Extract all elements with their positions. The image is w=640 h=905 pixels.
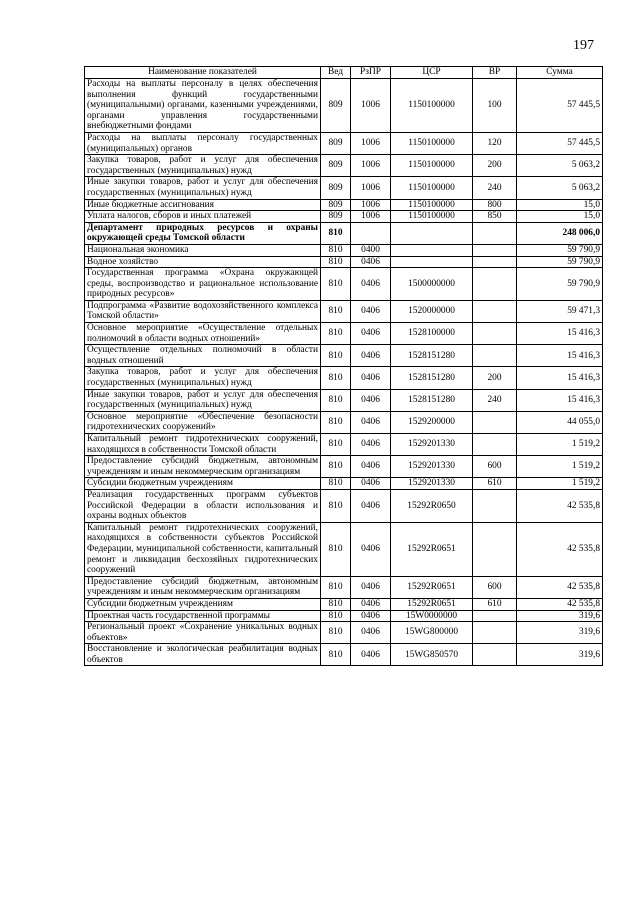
table-row (85, 211, 603, 223)
cell-sum: 319,6 (517, 644, 603, 666)
cell-ved: 810 (321, 598, 351, 610)
cell-rzpr: 0406 (351, 389, 391, 411)
cell-name: Капитальный ремонт гидротехнических сооружений, находящихся в собственности Томской области (85, 434, 321, 456)
table-row (85, 132, 603, 154)
cell-csr: 1150100000 (391, 199, 473, 211)
cell-vr: 850 (473, 211, 517, 223)
cell-rzpr: 0406 (351, 268, 391, 301)
cell-sum: 15 416,3 (517, 367, 603, 389)
table-row (85, 323, 603, 345)
table-header-row (85, 67, 603, 79)
cell-vr (473, 244, 517, 256)
cell-rzpr: 0406 (351, 256, 391, 268)
cell-rzpr: 0406 (351, 489, 391, 522)
cell-rzpr: 0406 (351, 411, 391, 433)
cell-name: Региональный проект «Сохранение уникальных водных объектов» (85, 622, 321, 644)
cell-name: Государственная программа «Охрана окружающей среды, воспроизводство и рациональное использование природных ресурсов» (85, 268, 321, 301)
cell-csr: 1150100000 (391, 211, 473, 223)
cell-vr: 600 (473, 456, 517, 478)
cell-rzpr: 0406 (351, 367, 391, 389)
cell-rzpr: 0400 (351, 244, 391, 256)
cell-ved: 809 (321, 132, 351, 154)
cell-sum: 1 519,2 (517, 434, 603, 456)
cell-name: Субсидии бюджетным учреждениям (85, 598, 321, 610)
cell-sum: 57 445,5 (517, 132, 603, 154)
cell-csr: 1150100000 (391, 177, 473, 199)
table-row (85, 411, 603, 433)
cell-sum: 248 006,0 (517, 222, 603, 244)
cell-name: Иные закупки товаров, работ и услуг для обеспечения государственных (муниципальных) нужд (85, 177, 321, 199)
cell-rzpr: 0406 (351, 300, 391, 322)
cell-csr: 1150100000 (391, 79, 473, 133)
cell-name: Основное мероприятие «Обеспечение безопасности гидротехнических сооружений» (85, 411, 321, 433)
cell-ved: 810 (321, 489, 351, 522)
cell-csr (391, 244, 473, 256)
table-row (85, 622, 603, 644)
cell-csr: 15292R0651 (391, 576, 473, 598)
cell-ved: 810 (321, 576, 351, 598)
budget-table (84, 66, 603, 666)
cell-name: Реализация государственных программ субъектов Российской Федерации в области использования и охраны водных объектов (85, 489, 321, 522)
cell-rzpr: 1006 (351, 177, 391, 199)
cell-vr: 610 (473, 478, 517, 490)
cell-rzpr: 0406 (351, 456, 391, 478)
cell-csr: 15WG800000 (391, 622, 473, 644)
cell-name: Капитальный ремонт гидротехнических сооружений, находящихся в собственности субъектов Российской Федерации, муниципальной собственности, капитальный ремонт и ликвидация бесхозяйных гидротехнических сооружений (85, 522, 321, 576)
cell-csr: 15292R0650 (391, 489, 473, 522)
table-row (85, 268, 603, 301)
header-name: Наименование показателей (85, 67, 321, 79)
table-row (85, 300, 603, 322)
table-row (85, 389, 603, 411)
cell-rzpr: 1006 (351, 79, 391, 133)
table-row (85, 598, 603, 610)
cell-sum: 42 535,8 (517, 522, 603, 576)
cell-vr: 100 (473, 79, 517, 133)
cell-rzpr: 0406 (351, 644, 391, 666)
cell-sum: 5 063,2 (517, 155, 603, 177)
cell-name: Расходы на выплаты персоналу в целях обеспечения выполнения функций государственными (муниципальными) органами, казенными учреждениями, органами управления государственными внебюджетными фондами (85, 79, 321, 133)
cell-sum: 59 790,9 (517, 268, 603, 301)
cell-sum: 319,6 (517, 610, 603, 622)
cell-sum: 1 519,2 (517, 478, 603, 490)
cell-name: Предоставление субсидий бюджетным, автономным учреждениям и иным некоммерческим организациям (85, 576, 321, 598)
cell-name: Национальная экономика (85, 244, 321, 256)
cell-vr (473, 522, 517, 576)
cell-vr (473, 345, 517, 367)
page-number: 197 (573, 38, 594, 53)
cell-ved: 810 (321, 256, 351, 268)
cell-csr (391, 256, 473, 268)
cell-vr (473, 323, 517, 345)
cell-ved: 810 (321, 323, 351, 345)
cell-sum: 15 416,3 (517, 323, 603, 345)
cell-sum: 319,6 (517, 622, 603, 644)
table-row (85, 434, 603, 456)
cell-ved: 810 (321, 522, 351, 576)
cell-csr: 1500000000 (391, 268, 473, 301)
cell-vr: 120 (473, 132, 517, 154)
cell-sum: 44 055,0 (517, 411, 603, 433)
table-row (85, 478, 603, 490)
cell-csr: 1150100000 (391, 155, 473, 177)
cell-csr: 1529200000 (391, 411, 473, 433)
cell-name: Закупка товаров, работ и услуг для обеспечения государственных (муниципальных) нужд (85, 155, 321, 177)
cell-ved: 810 (321, 434, 351, 456)
cell-sum: 57 445,5 (517, 79, 603, 133)
cell-name: Основное мероприятие «Осуществление отдельных полномочий в области водных отношений» (85, 323, 321, 345)
cell-rzpr: 0406 (351, 522, 391, 576)
cell-vr: 800 (473, 199, 517, 211)
cell-ved: 810 (321, 367, 351, 389)
cell-csr: 1520000000 (391, 300, 473, 322)
cell-vr (473, 489, 517, 522)
cell-sum: 59 790,9 (517, 244, 603, 256)
cell-rzpr: 1006 (351, 211, 391, 223)
cell-vr: 240 (473, 389, 517, 411)
cell-rzpr (351, 222, 391, 244)
cell-ved: 810 (321, 456, 351, 478)
cell-ved: 810 (321, 644, 351, 666)
cell-vr (473, 300, 517, 322)
cell-name: Субсидии бюджетным учреждениям (85, 478, 321, 490)
cell-rzpr: 0406 (351, 478, 391, 490)
cell-sum: 42 535,8 (517, 489, 603, 522)
table-row (85, 489, 603, 522)
cell-ved: 810 (321, 622, 351, 644)
cell-sum: 59 471,3 (517, 300, 603, 322)
cell-ved: 810 (321, 244, 351, 256)
cell-sum: 42 535,8 (517, 598, 603, 610)
cell-rzpr: 0406 (351, 610, 391, 622)
cell-name: Водное хозяйство (85, 256, 321, 268)
cell-ved: 810 (321, 478, 351, 490)
cell-ved: 809 (321, 199, 351, 211)
cell-rzpr: 0406 (351, 345, 391, 367)
table-row (85, 345, 603, 367)
cell-vr (473, 268, 517, 301)
cell-csr: 15W0000000 (391, 610, 473, 622)
table-row (85, 644, 603, 666)
cell-csr: 1528151280 (391, 367, 473, 389)
table-row (85, 79, 603, 133)
cell-name: Предоставление субсидий бюджетным, автономным учреждениям и иным некоммерческим организациям (85, 456, 321, 478)
cell-csr: 1150100000 (391, 132, 473, 154)
table-row (85, 456, 603, 478)
table-row (85, 522, 603, 576)
cell-name: Закупка товаров, работ и услуг для обеспечения государственных (муниципальных) нужд (85, 367, 321, 389)
cell-vr: 240 (473, 177, 517, 199)
cell-csr: 15WG850570 (391, 644, 473, 666)
cell-vr (473, 411, 517, 433)
table-row (85, 222, 603, 244)
cell-csr: 1528151280 (391, 389, 473, 411)
cell-vr: 600 (473, 576, 517, 598)
table-row (85, 367, 603, 389)
cell-sum: 42 535,8 (517, 576, 603, 598)
table-row (85, 244, 603, 256)
cell-ved: 810 (321, 268, 351, 301)
cell-ved: 809 (321, 155, 351, 177)
cell-vr (473, 434, 517, 456)
cell-rzpr: 1006 (351, 155, 391, 177)
table-row (85, 576, 603, 598)
cell-name: Осуществление отдельных полномочий в области водных отношений (85, 345, 321, 367)
table-row (85, 610, 603, 622)
table-row (85, 177, 603, 199)
cell-rzpr: 1006 (351, 132, 391, 154)
cell-sum: 15,0 (517, 199, 603, 211)
cell-ved: 809 (321, 211, 351, 223)
cell-csr: 1529201330 (391, 478, 473, 490)
cell-csr: 15292R0651 (391, 522, 473, 576)
cell-csr: 1528100000 (391, 323, 473, 345)
cell-vr: 200 (473, 367, 517, 389)
cell-sum: 59 790,9 (517, 256, 603, 268)
cell-ved: 809 (321, 177, 351, 199)
cell-rzpr: 0406 (351, 576, 391, 598)
cell-ved: 809 (321, 79, 351, 133)
cell-rzpr: 0406 (351, 434, 391, 456)
cell-sum: 5 063,2 (517, 177, 603, 199)
cell-name: Проектная часть государственной программы (85, 610, 321, 622)
header-vr: ВР (473, 67, 517, 79)
cell-sum: 15 416,3 (517, 389, 603, 411)
cell-vr: 610 (473, 598, 517, 610)
cell-csr: 1528151280 (391, 345, 473, 367)
cell-ved: 810 (321, 411, 351, 433)
cell-sum: 1 519,2 (517, 456, 603, 478)
cell-ved: 810 (321, 222, 351, 244)
cell-name: Департамент природных ресурсов и охраны окружающей среды Томской области (85, 222, 321, 244)
cell-ved: 810 (321, 300, 351, 322)
cell-csr: 1529201330 (391, 434, 473, 456)
cell-rzpr: 0406 (351, 323, 391, 345)
cell-name: Уплата налогов, сборов и иных платежей (85, 211, 321, 223)
cell-rzpr: 0406 (351, 622, 391, 644)
header-sum: Сумма (517, 67, 603, 79)
header-rzpr: РзПР (351, 67, 391, 79)
cell-vr (473, 610, 517, 622)
cell-name: Иные бюджетные ассигнования (85, 199, 321, 211)
cell-vr: 200 (473, 155, 517, 177)
cell-name: Подпрограмма «Развитие водохозяйственного комплекса Томской области» (85, 300, 321, 322)
cell-sum: 15 416,3 (517, 345, 603, 367)
cell-csr: 1529201330 (391, 456, 473, 478)
cell-sum: 15,0 (517, 211, 603, 223)
cell-vr (473, 256, 517, 268)
cell-name: Восстановление и экологическая реабилитация водных объектов (85, 644, 321, 666)
cell-vr (473, 222, 517, 244)
header-ved: Вед (321, 67, 351, 79)
cell-rzpr: 1006 (351, 199, 391, 211)
cell-rzpr: 0406 (351, 598, 391, 610)
cell-ved: 810 (321, 610, 351, 622)
cell-csr: 15292R0651 (391, 598, 473, 610)
cell-vr (473, 622, 517, 644)
cell-ved: 810 (321, 389, 351, 411)
header-csr: ЦСР (391, 67, 473, 79)
cell-name: Иные закупки товаров, работ и услуг для обеспечения государственных (муниципальных) нужд (85, 389, 321, 411)
table-row (85, 256, 603, 268)
cell-vr (473, 644, 517, 666)
cell-csr (391, 222, 473, 244)
cell-ved: 810 (321, 345, 351, 367)
table-row (85, 199, 603, 211)
table-row (85, 155, 603, 177)
cell-name: Расходы на выплаты персоналу государственных (муниципальных) органов (85, 132, 321, 154)
